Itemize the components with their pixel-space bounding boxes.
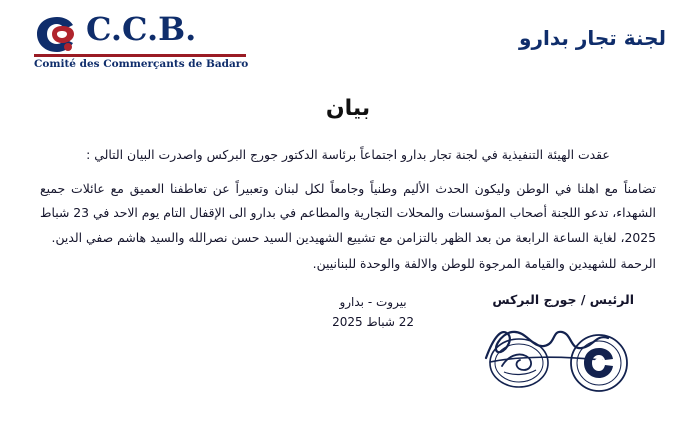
document-body [40,143,656,276]
ccb-monogram-icon [34,14,82,54]
document-header [0,0,696,82]
place-text: بيروت - بدارو [339,294,407,309]
intro-paragraph: عقدت الهيئة التنفيذية في لجنة تجار بدارو اجتماعاً برئاسة الدكتور جورج البركس واصدرت البيان التالي : [86,147,610,162]
ccb-round-stamp-icon [568,332,630,394]
committee-stamp-icon [488,332,550,394]
date-text: 22 شباط 2025 [332,315,414,330]
logo-divider [34,54,246,57]
ccb-initials: C.C.B. [86,10,197,48]
ccb-subtitle: Comité des Commerçants de Badaro [34,58,249,70]
main-paragraph: تضامناً مع اهلنا في الوطن وليكون الحدث الأليم وطنياً وجامعاً لكل لبنان وتعبيراً عن تعاطفنا العميق مع عائلات جميع الشهداء، تدعو اللجنة أصحاب المؤسسات والمحلات التجارية والمطاعم في بدارو الى الإقفال التام يوم الاحد في 23 شباط 2025، لغاية الساعة الرابعة من بعد الظهر بالتزامن مع تشييع الشهيدين السيد حسن نصرالله والسيد هاشم صفي الدين. [39,181,656,245]
closing-paragraph: الرحمة للشهيدين والقيامة المرجوة للوطن والالفة والوحدة للبنانيين. [312,255,656,271]
signature-block [0,292,696,422]
signer-title: الرئيس / جورج البركس [492,291,634,307]
ccb-logo [34,12,334,74]
page-title: بيان [325,96,371,121]
place-and-date [332,292,414,333]
stamps-group [488,332,630,394]
organization-name-arabic: لجنة تجار بدارو [519,26,666,50]
